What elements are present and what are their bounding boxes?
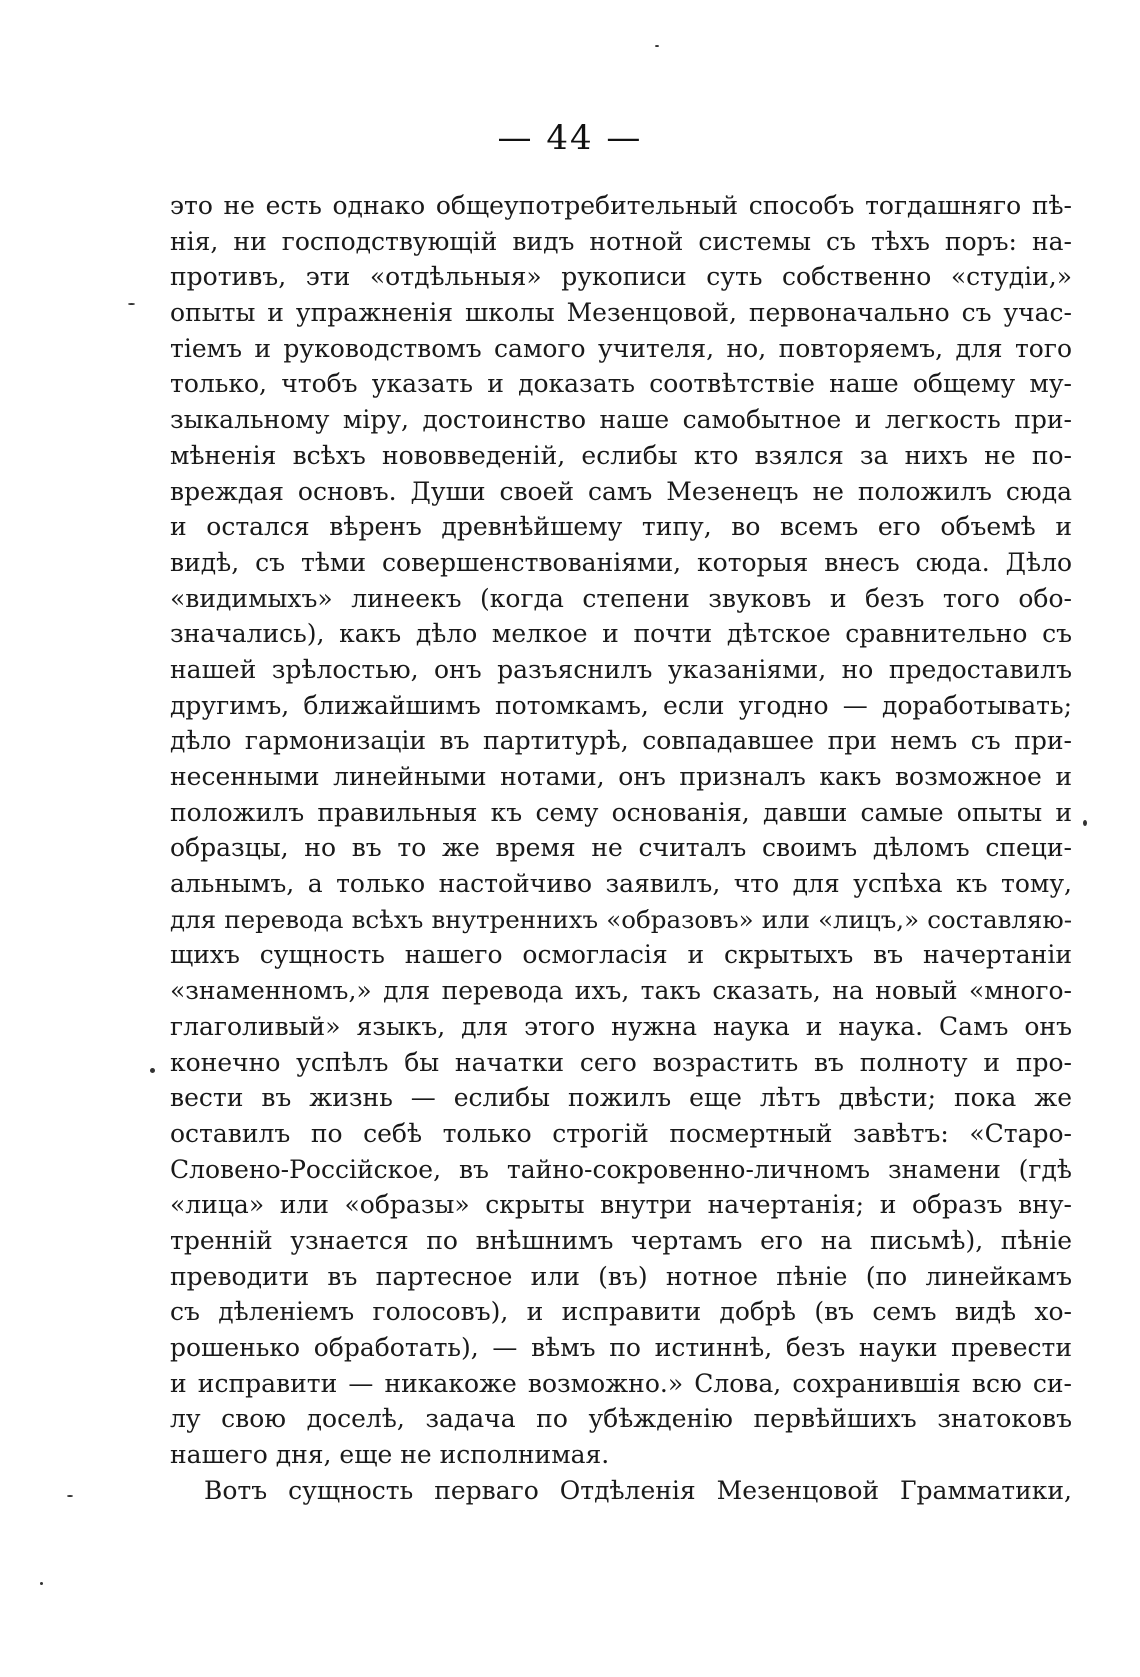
text-line: тіемъ и руководствомъ самого учителя, но, повторяемъ, для того bbox=[170, 333, 1072, 363]
text-line: образцы, но въ то же время не считалъ своимъ дѣломъ специ- bbox=[170, 833, 1072, 863]
text-line: и исправити — никакоже возможно.» Слова, сохранившія всю си- bbox=[170, 1368, 1072, 1398]
text-line: «знаменномъ,» для перевода ихъ, такъ сказать, на новый «много- bbox=[170, 976, 1072, 1006]
text-line: съ дѣленіемъ голосовъ), и исправити добрѣ (въ семъ видѣ хо- bbox=[170, 1297, 1072, 1327]
text-line: рошенько обработать), — вѣмъ по истиннѣ, безъ науки превести bbox=[170, 1333, 1072, 1362]
text-line: видѣ, съ тѣми совершенствованіями, которыя внесъ сюда. Дѣло bbox=[170, 547, 1072, 577]
text-line: и остался вѣренъ древнѣйшему типу, во всемъ его объемѣ и bbox=[170, 512, 1072, 542]
text-line: нашей зрѣлостью, онъ разъяснилъ указаніями, но предоставилъ bbox=[170, 654, 1072, 684]
text-line: «лица» или «образы» скрыты внутри начертанія; и образъ вну- bbox=[170, 1190, 1072, 1220]
text-line: другимъ, ближайшимъ потомкамъ, если угодно — доработывать; bbox=[170, 690, 1072, 720]
body-text bbox=[170, 188, 1072, 1508]
text-line: лу свою доселѣ, задача по убѣжденію первѣйшихъ знатоковъ bbox=[170, 1404, 1072, 1434]
text-line: несенными линейными нотами, онъ призналъ какъ возможное и bbox=[170, 762, 1072, 791]
text-line: оставилъ по себѣ только строгій посмертный завѣтъ: «Старо- bbox=[170, 1118, 1072, 1148]
text-line: нашего дня, еще не исполнимая. bbox=[170, 1440, 610, 1470]
text-line: вреждая основъ. Души своей самъ Мезенецъ не положилъ сюда bbox=[170, 476, 1072, 506]
text-line: противъ, эти «отдѣльныя» рукописи суть собственно «студіи,» bbox=[170, 262, 1072, 292]
scan-speck bbox=[40, 1582, 43, 1585]
text-line: нія, ни господствующій видъ нотной системы съ тѣхъ поръ: на- bbox=[170, 226, 1072, 256]
text-line: значались), какъ дѣло мелкое и почти дѣтское сравнительно съ bbox=[170, 619, 1072, 649]
scan-speck bbox=[1083, 820, 1087, 826]
text-line: «видимыхъ» линеекъ (когда степени звуковъ и безъ того обо- bbox=[170, 583, 1072, 613]
scan-speck bbox=[67, 1495, 73, 1497]
text-line: опыты и упражненія школы Мезенцовой, первоначально съ учас- bbox=[170, 298, 1072, 328]
text-line: тренній узнается по внѣшнимъ чертамъ его на письмѣ), пѣніе bbox=[170, 1225, 1072, 1255]
text-line: дѣло гармонизаціи въ партитурѣ, совпадавшее при немъ съ при- bbox=[170, 726, 1072, 756]
text-line: преводити въ партесное или (въ) нотное пѣніе (по линейкамъ bbox=[170, 1261, 1072, 1291]
text-line: щихъ сущность нашего осмогласія и скрытыхъ въ начертаніи bbox=[170, 940, 1072, 970]
scan-speck bbox=[150, 1068, 155, 1073]
text-line: положилъ правильныя къ сему основанія, давши самые опыты и bbox=[170, 797, 1072, 827]
text-line: вести въ жизнь — еслибы пожилъ еще лѣтъ двѣсти; пока же bbox=[170, 1083, 1072, 1113]
text-line: Словено-Россійское, въ тайно-сокровенно-личномъ знамени (гдѣ bbox=[170, 1154, 1072, 1184]
text-line: это не есть однако общеупотребительный способъ тогдашняго пѣ- bbox=[170, 191, 1072, 220]
text-line: глаголивый» языкъ, для этого нужна наука и наука. Самъ онъ bbox=[170, 1011, 1072, 1041]
text-line: для перевода всѣхъ внутреннихъ «образовъ» или «лицъ,» составляю- bbox=[170, 904, 1072, 934]
text-line: только, чтобъ указать и доказать соотвѣтствіе наше общему му- bbox=[170, 369, 1072, 399]
page-number: — 44 — bbox=[497, 118, 643, 158]
text-line: Вотъ сущность перваго Отдѣленія Мезенцовой Грамматики, bbox=[204, 1475, 1072, 1505]
text-line: альнымъ, а только настойчиво заявилъ, что для успѣха къ тому, bbox=[170, 869, 1072, 899]
scan-speck bbox=[128, 303, 135, 305]
text-line: зыкальному міру, достоинство наше самобытное и легкость при- bbox=[170, 405, 1072, 435]
text-line: мѣненія всѣхъ нововведеній, еслибы кто взялся за нихъ не по- bbox=[170, 440, 1072, 470]
text-line: конечно успѣлъ бы начатки сего возрастить въ полноту и про- bbox=[170, 1047, 1072, 1077]
scan-speck bbox=[655, 45, 659, 47]
